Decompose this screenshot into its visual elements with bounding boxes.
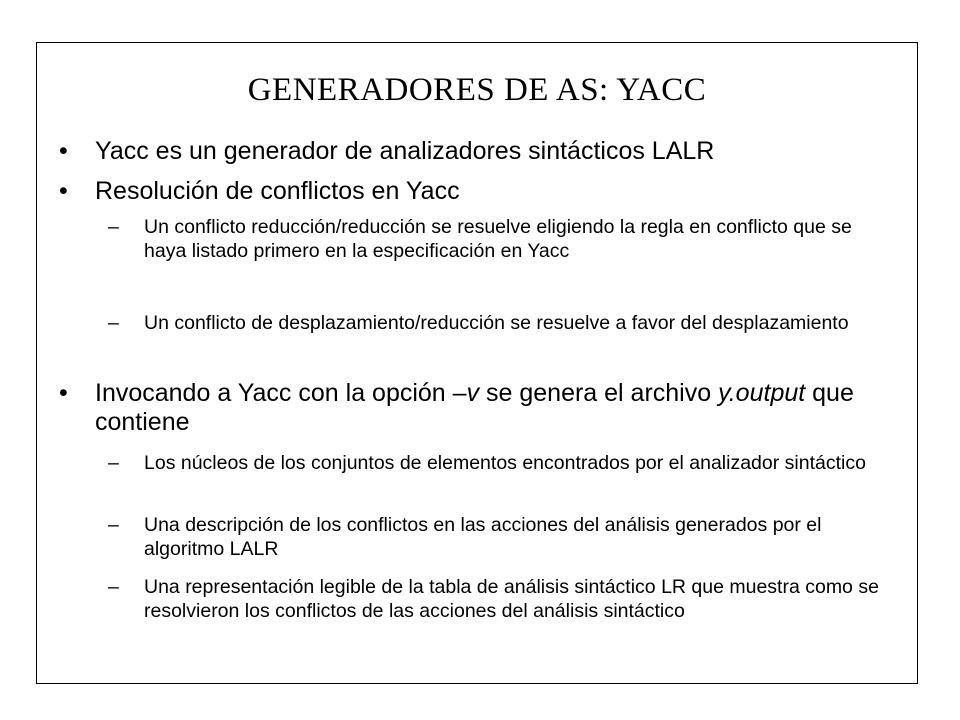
option-flag: v bbox=[466, 379, 480, 407]
sub-bullet-text: Los núcleos de los conjuntos de elementos encontrados por el analizador sintáctico bbox=[144, 452, 866, 474]
bullet-item-3 bbox=[59, 379, 895, 437]
sub-bullet-item-3-2 bbox=[108, 513, 889, 561]
sub-bullet-item-3-3 bbox=[108, 575, 889, 623]
bullet-text-mid: se genera el archivo bbox=[479, 379, 719, 407]
sub-bullet-item-2-2 bbox=[108, 311, 889, 335]
dash-icon: – bbox=[108, 312, 119, 334]
bullet-icon: • bbox=[59, 137, 68, 165]
slide bbox=[36, 42, 918, 684]
bullet-icon: • bbox=[59, 379, 68, 407]
sub-bullet-item-3-1 bbox=[108, 451, 889, 475]
bullet-item-2 bbox=[59, 177, 895, 206]
bullet-text: Yacc es un generador de analizadores sintácticos LALR bbox=[95, 137, 715, 165]
slide-title: GENERADORES DE AS: YACC bbox=[247, 72, 707, 108]
output-filename: y.output bbox=[718, 379, 806, 407]
sub-bullet-text: Un conflicto reducción/reducción se resuelve eligiendo la regla en conflicto que se haya listado primero en la especificación en Yacc bbox=[144, 216, 852, 262]
bullet-item-1 bbox=[59, 137, 895, 166]
bullet-text-post: que contiene bbox=[95, 379, 854, 436]
dash-icon: – bbox=[108, 216, 119, 238]
dash-icon: – bbox=[108, 576, 119, 598]
sub-bullet-text: Un conflicto de desplazamiento/reducción se resuelve a favor del desplazamiento bbox=[144, 312, 849, 334]
bullet-text-pre: Invocando a Yacc con la opción – bbox=[95, 379, 467, 407]
sub-bullet-item-2-1 bbox=[108, 215, 889, 263]
sub-bullet-text: Una descripción de los conflictos en las acciones del análisis generados por el algoritmo LALR bbox=[144, 514, 822, 560]
sub-bullet-text: Una representación legible de la tabla de análisis sintáctico LR que muestra como se resolvieron los conflictos de las acciones del análisis sintáctico bbox=[144, 576, 879, 622]
bullet-text: Resolución de conflictos en Yacc bbox=[95, 177, 460, 205]
dash-icon: – bbox=[108, 452, 119, 474]
dash-icon: – bbox=[108, 514, 119, 536]
bullet-icon: • bbox=[59, 177, 68, 205]
